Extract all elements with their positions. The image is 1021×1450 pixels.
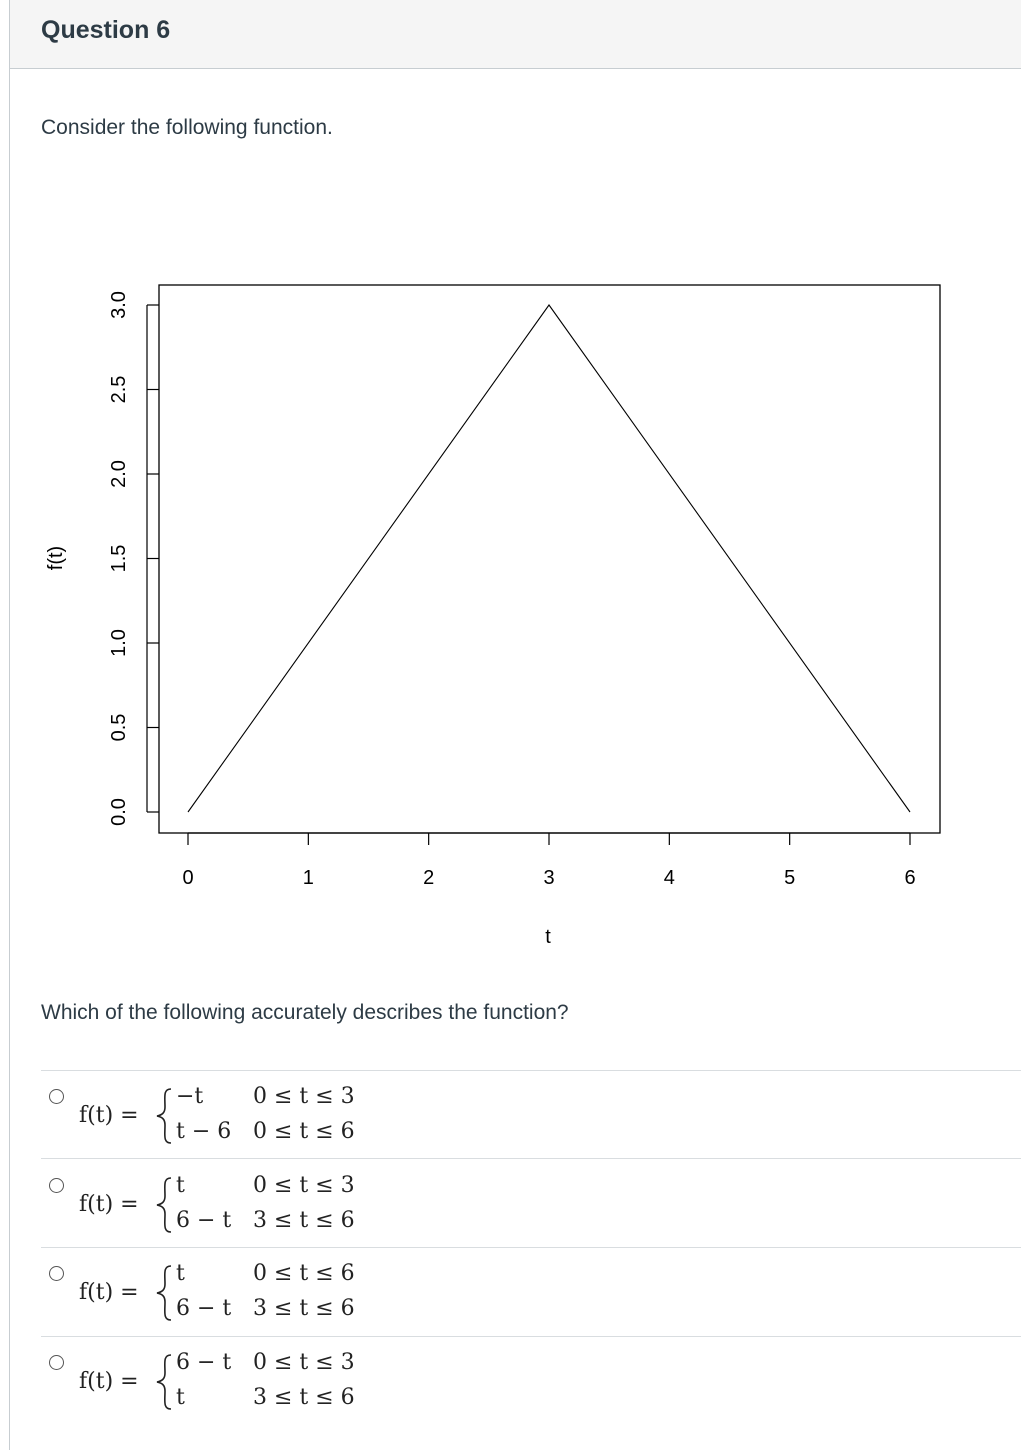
- case-condition: 0 ≤ t ≤ 3: [253, 1084, 355, 1109]
- radio-button[interactable]: [49, 1178, 64, 1193]
- case-condition: 0 ≤ t ≤ 6: [253, 1119, 355, 1144]
- x-tick-label: 5: [784, 867, 796, 889]
- answer-formula: [79, 1162, 499, 1248]
- left-brace-icon: [155, 1176, 173, 1234]
- case-expression: t: [176, 1261, 185, 1286]
- x-axis-label: t: [545, 926, 551, 948]
- y-tick-label: 1.0: [108, 629, 130, 657]
- y-tick-label: 2.5: [108, 375, 130, 404]
- x-tick-label: 6: [904, 867, 916, 889]
- left-brace-icon: [155, 1353, 173, 1411]
- answer-formula: [79, 1250, 499, 1336]
- case-condition: 0 ≤ t ≤ 3: [253, 1350, 355, 1375]
- answer-option-4[interactable]: [41, 1339, 1021, 1425]
- case-condition: 3 ≤ t ≤ 6: [253, 1208, 355, 1233]
- answer-option-2[interactable]: [41, 1162, 1021, 1248]
- question-prompt: Consider the following function.: [41, 116, 333, 139]
- x-tick-label: 1: [302, 867, 314, 889]
- case-condition: 3 ≤ t ≤ 6: [253, 1296, 355, 1321]
- series-line: [188, 305, 910, 812]
- left-brace-icon: [155, 1264, 173, 1322]
- formula-lhs: f(t) =: [79, 1192, 139, 1217]
- y-axis: [108, 291, 159, 826]
- answer-divider: [41, 1070, 1021, 1071]
- question-title: Question 6: [41, 16, 171, 44]
- radio-button[interactable]: [49, 1355, 64, 1370]
- case-expression: t: [176, 1385, 185, 1410]
- formula-lhs: f(t) =: [79, 1280, 139, 1305]
- case-expression: −t: [176, 1084, 204, 1109]
- answer-divider: [41, 1336, 1021, 1337]
- case-condition: 3 ≤ t ≤ 6: [253, 1385, 355, 1410]
- answer-formula: [79, 1073, 499, 1159]
- question-text: Which of the following accurately describes the function?: [41, 1001, 569, 1024]
- y-axis-label: f(t): [45, 545, 67, 571]
- formula-lhs: f(t) =: [79, 1369, 139, 1394]
- radio-button[interactable]: [49, 1089, 64, 1104]
- left-brace-icon: [155, 1087, 173, 1145]
- answer-divider: [41, 1158, 1021, 1159]
- case-expression: 6 − t: [176, 1350, 232, 1375]
- y-tick-label: 1.5: [108, 544, 130, 573]
- x-tick-label: 3: [543, 867, 555, 889]
- y-tick-label: 0.0: [108, 798, 130, 826]
- case-expression: 6 − t: [176, 1208, 232, 1233]
- radio-button[interactable]: [49, 1266, 64, 1281]
- formula-lhs: f(t) =: [79, 1103, 139, 1128]
- y-tick-label: 0.5: [108, 713, 130, 742]
- case-expression: 6 − t: [176, 1296, 232, 1321]
- x-tick-label: 0: [182, 867, 194, 889]
- y-tick-label: 2.0: [108, 460, 130, 488]
- case-condition: 0 ≤ t ≤ 6: [253, 1261, 355, 1286]
- answer-option-1[interactable]: [41, 1073, 1021, 1159]
- plot-frame: [159, 285, 940, 833]
- answer-divider: [41, 1247, 1021, 1248]
- x-tick-label: 2: [423, 867, 435, 889]
- x-tick-label: 4: [663, 867, 675, 889]
- case-expression: t: [176, 1173, 185, 1198]
- answer-option-3[interactable]: [41, 1250, 1021, 1336]
- case-expression: t − 6: [176, 1119, 232, 1144]
- plot-series: [188, 305, 910, 812]
- y-tick-label: 3.0: [108, 291, 130, 319]
- x-axis: [182, 833, 915, 889]
- answer-formula: [79, 1339, 499, 1425]
- case-condition: 0 ≤ t ≤ 3: [253, 1173, 355, 1198]
